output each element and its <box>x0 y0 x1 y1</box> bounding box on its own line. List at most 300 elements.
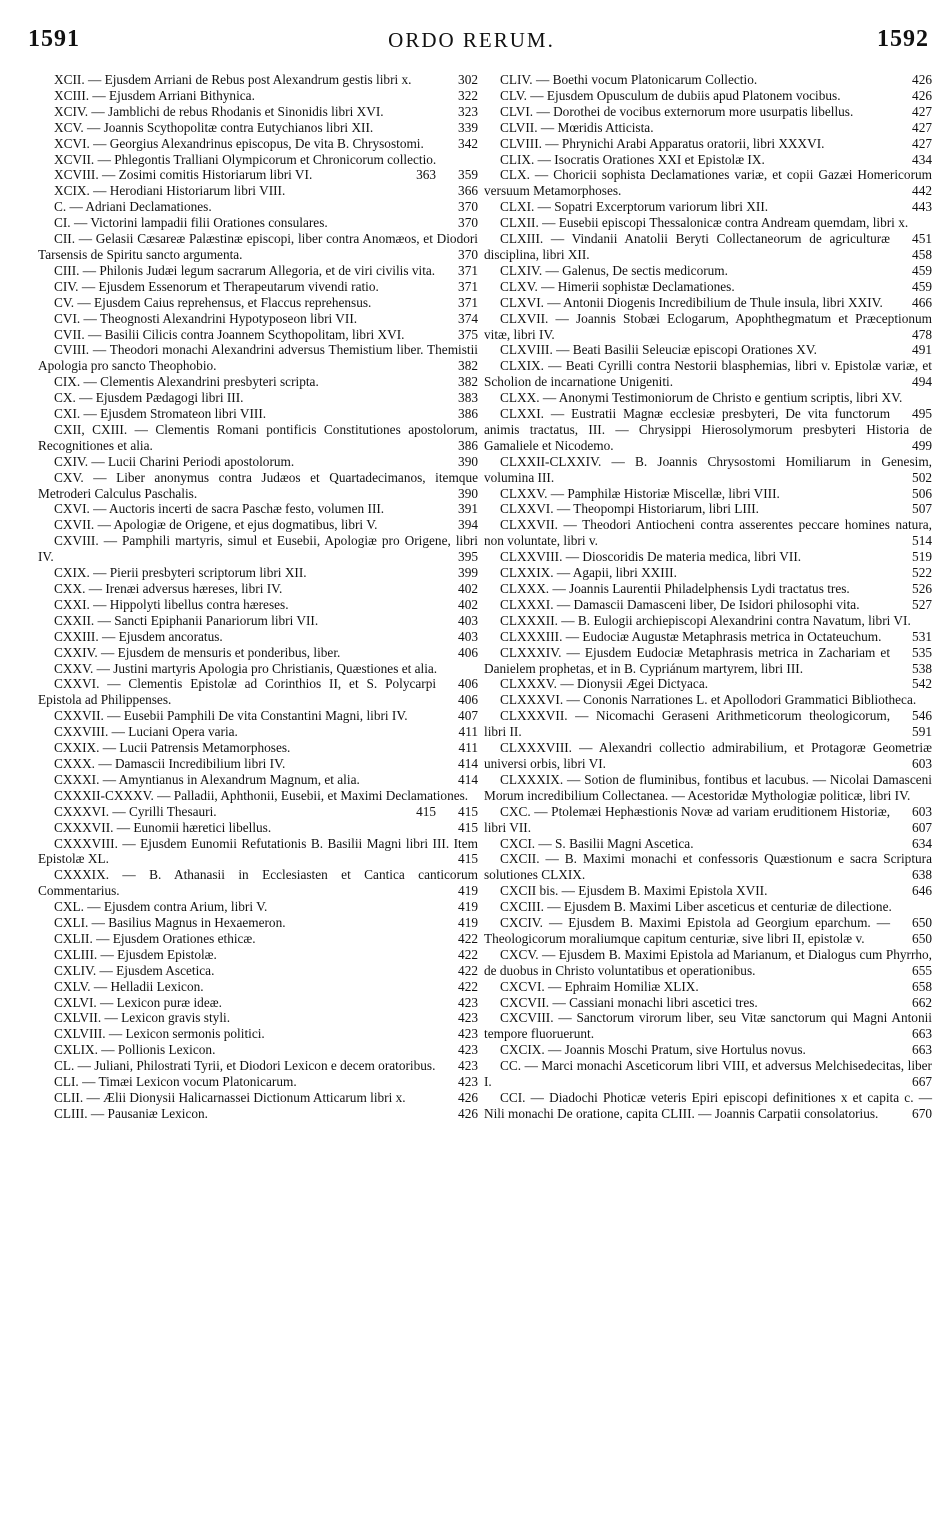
toc-entry-text: XCII. — Ejusdem Arriani de Rebus post Alexandrum gestis libri x. <box>54 72 412 87</box>
toc-entry-page: 339 <box>458 119 478 135</box>
toc-entry-page: 466 <box>912 294 932 310</box>
toc-entry-page: 650 <box>912 930 932 946</box>
toc-entry-page: 370 <box>458 246 478 262</box>
toc-entry-page: 514 <box>912 533 932 549</box>
toc-entry <box>484 199 932 215</box>
toc-entry-page: 415 <box>458 819 478 835</box>
toc-entry-page: 458 <box>912 246 932 262</box>
toc-entry-text: CLXIV. — Galenus, De sectis medicorum. <box>500 262 728 278</box>
toc-entry <box>38 104 478 120</box>
toc-entry <box>484 740 932 772</box>
toc-entry-text: CLXXVIII. — Dioscoridis De materia medica, libri VII. <box>500 549 802 565</box>
toc-entry <box>38 724 478 740</box>
toc-entry <box>484 231 932 263</box>
toc-entry <box>484 597 932 613</box>
toc-entry-page: 382 <box>458 358 478 374</box>
toc-entry <box>484 851 932 883</box>
toc-entry <box>38 915 478 931</box>
toc-entry-text: CLXIX. — Beati Cyrilli contra Nestorii blasphemias, libri v. Epistolæ variæ, et Scholion de incarnatione Unigeniti. <box>484 358 932 390</box>
toc-entry-text: XCIX. — Herodiani Historiarum libri VIII. <box>54 183 286 199</box>
toc-entry-text: CXCVI. — Ephraim Homiliæ XLIX. <box>500 978 699 994</box>
toc-entry-text: CXCIX. — Joannis Moschi Pratum, sive Hortulus novus. <box>500 1042 806 1058</box>
toc-entry-text: CLXXX. — Joannis Laurentii Philadelphensis Lydi tractatus tres. <box>500 581 850 596</box>
toc-entry <box>484 501 932 517</box>
toc-entry-page: 531 <box>912 628 932 644</box>
toc-entry-text: XCVIII. — Zosimi comitis Historiarum libri VI. <box>54 167 313 183</box>
toc-entry-text: CXLVI. — Lexicon puræ ideæ. <box>54 994 222 1010</box>
toc-entry <box>38 1058 478 1074</box>
toc-entry-page: 535 <box>912 644 932 660</box>
toc-entry-text: CLIV. — Boethi vocum Platonicarum Collectio. <box>500 72 758 87</box>
toc-entry-text: CXI. — Ejusdem Stromateon libri VIII. <box>54 406 267 422</box>
toc-entry-text: CCI. — Diadochi Photicæ veteris Epiri episcopi definitiones x et capita c. — Nili monachi De oratione, capita CLIII. — Joannis Carpatii consolatorius. <box>484 1090 932 1121</box>
toc-entry-page: 434 <box>912 151 932 167</box>
toc-entry <box>38 199 478 215</box>
toc-entry-text: CXX. — Irenæi adversus hæreses, libri IV. <box>54 581 283 596</box>
toc-entry-text: CLVI. — Dorothei de vocibus externorum more usurpatis libellus. <box>500 103 854 119</box>
toc-entry-text: CLXXI. — Eustratii Magnæ ecclesiæ presbyteri, De vita functorum animis tractatus, III. — Chrysippi Hierosolymorum presbyteri Historia de Gamaliele et Nicodemo. <box>484 406 932 453</box>
toc-entry-text: CXC. — Ptolemæi Hephæstionis Novæ ad variam eruditionem Historiæ, libri VII. <box>484 803 891 835</box>
toc-entry-page: 390 <box>458 485 478 501</box>
toc-entry-page: 422 <box>458 962 478 978</box>
toc-entry-page: 494 <box>912 374 932 390</box>
toc-entry <box>484 279 932 295</box>
toc-entry <box>38 263 478 279</box>
toc-entry <box>484 676 932 692</box>
toc-entry <box>484 915 932 947</box>
toc-entry <box>38 88 478 104</box>
toc-entry-text: CXXXVI. — Cyrilli Thesauri. <box>54 803 217 819</box>
toc-entry-text: CXXXVIII. — Ejusdem Eunomii Refutationis B. Basilii Magni libri III. Item Epistolæ XL. <box>38 835 478 867</box>
toc-entry-text: CXCVIII. — Sanctorum virorum liber, seu Vitæ sanctorum qui Magni Antonii tempore fluoruerunt. <box>484 1010 932 1042</box>
toc-entry <box>484 342 932 358</box>
toc-entry-text: CLXXXVI. — Cononis Narrationes L. et Apollodori Grammatici Bibliotheca. <box>500 692 917 708</box>
toc-entry-text: CLXXXIII. — Eudociæ Augustæ Metaphrasis metrica in Octateuchum. <box>500 628 882 644</box>
toc-entry <box>484 406 932 454</box>
toc-entry <box>38 183 478 199</box>
toc-entry-page: 403 <box>458 628 478 644</box>
toc-entry-page: 459 <box>912 262 932 278</box>
toc-entry-text: CX. — Ejusdem Pædagogi libri III. <box>54 390 244 406</box>
toc-entry <box>38 120 478 136</box>
toc-entry-text: CLV. — Ejusdem Opusculum de dubiis apud Platonem vocibus. <box>500 87 841 103</box>
toc-entry <box>484 88 932 104</box>
toc-entry-page: 386 <box>458 437 478 453</box>
toc-entry <box>38 1042 478 1058</box>
toc-entry-page: 374 <box>458 310 478 326</box>
toc-entry <box>38 947 478 963</box>
toc-entry <box>484 104 932 120</box>
toc-entry <box>484 549 932 565</box>
toc-entry-page: 499 <box>912 437 932 453</box>
toc-entry <box>484 152 932 168</box>
toc-entry-page: 667 <box>912 1074 932 1090</box>
toc-entry-page: 371 <box>458 294 478 310</box>
toc-entry-page: 663 <box>912 1042 932 1058</box>
toc-entry-page: 399 <box>458 565 478 581</box>
toc-entry-text: CLXXXI. — Damascii Damasceni liber, De Isidori philosophi vita. <box>500 596 860 612</box>
toc-entry-text: CLXXXIX. — Sotion de fluminibus, fontibus et lacubus. — Nicolai Damasceni Morum incredibilium Collectanea. — Acestoridæ Mythologiæ politicæ, libri IV. <box>484 771 932 803</box>
toc-entry-page: 542 <box>912 676 932 692</box>
toc-entry-page: 423 <box>458 994 478 1010</box>
page-header <box>0 0 943 72</box>
toc-entry <box>38 740 478 756</box>
toc-entry-text: CXLVIII. — Lexicon sermonis politici. <box>54 1026 265 1042</box>
toc-entry-page: 426 <box>912 87 932 103</box>
toc-entry <box>484 454 932 486</box>
toc-entry <box>38 867 478 899</box>
toc-entry-text: CXXII. — Sancti Epiphanii Panariorum libri VII. <box>54 612 319 628</box>
toc-entry-page: 478 <box>912 326 932 342</box>
toc-entry-text: XCIV. — Jamblichi de rebus Rhodanis et Sinonidis libri XVI. <box>54 103 384 119</box>
toc-entry-text: CXXVIII. — Luciani Opera varia. <box>54 724 238 740</box>
toc-entry-text: CIX. — Clementis Alexandrini presbyteri scripta. <box>54 374 319 390</box>
right-column <box>484 72 932 1122</box>
toc-entry-page: 663 <box>912 1026 932 1042</box>
toc-entry-text: CLXXXVII. — Nicomachi Geraseni Arithmeticorum theologicorum, libri II. <box>484 708 891 740</box>
toc-entry-page: 426 <box>912 72 932 87</box>
toc-entry-page: 423 <box>458 1010 478 1026</box>
toc-entry-page: 406 <box>458 676 478 692</box>
toc-entry <box>38 327 478 343</box>
toc-entry-page: 591 <box>912 724 932 740</box>
toc-entry-page: 670 <box>912 1105 932 1121</box>
toc-entry-page: 422 <box>458 946 478 962</box>
toc-entry <box>484 995 932 1011</box>
toc-entry <box>484 120 932 136</box>
toc-entry-text: CXLII. — Ejusdem Orationes ethicæ. <box>54 930 256 946</box>
toc-entry-page: 363 <box>416 167 437 183</box>
toc-entry-page: 302 <box>458 72 478 87</box>
toc-entry-text: CLXXII-CLXXIV. — B. Joannis Chrysostomi Homiliarum in Genesim, volumina III. <box>484 453 932 485</box>
toc-entry <box>38 517 478 533</box>
toc-entry-text: CXXIX. — Lucii Patrensis Metamorphoses. <box>54 740 291 756</box>
toc-entry-page: 383 <box>458 390 478 406</box>
toc-entry-page: 422 <box>458 978 478 994</box>
toc-entry <box>38 676 478 708</box>
right-page-number: 1592 <box>877 26 929 52</box>
toc-entry <box>38 629 478 645</box>
toc-entry <box>484 486 932 502</box>
toc-entry-text: CVIII. — Theodori monachi Alexandrini adversus Themistium liber. Themistii Apologia pro sancto Theophobio. <box>38 342 478 374</box>
toc-entry-text: CVII. — Basilii Cilicis contra Joannem Scythopolitam, libri XVI. <box>54 326 405 342</box>
toc-entry <box>38 613 478 629</box>
toc-entry-page: 394 <box>458 517 478 533</box>
toc-entry-page: 634 <box>912 835 932 851</box>
toc-entry-page: 426 <box>458 1090 478 1105</box>
toc-entry <box>484 136 932 152</box>
toc-entry <box>38 533 478 565</box>
toc-entry-text: CXCII bis. — Ejusdem B. Maximi Epistola XVII. <box>500 883 768 899</box>
toc-entry-text: CLXXVII. — Theodori Antiocheni contra asserentes peccare homines natura, non voluntate, libri v. <box>484 517 932 549</box>
toc-entry <box>38 72 478 88</box>
toc-entry <box>38 597 478 613</box>
toc-entry-text: CLXX. — Anonymi Testimoniorum de Christo e gentium scriptis, libri XV. <box>500 390 903 406</box>
toc-entry-text: CVI. — Theognosti Alexandrini Hypotyposeon libri VII. <box>54 310 358 326</box>
toc-entry-page: 442 <box>912 183 932 199</box>
toc-entry-text: CLXXIX. — Agapii, libri XXIII. <box>500 565 677 581</box>
toc-entry <box>484 311 932 343</box>
toc-entry-text: CV. — Ejusdem Caius reprehensus, et Flaccus reprehensus. <box>54 294 372 310</box>
toc-entry <box>38 215 478 231</box>
toc-entry-page: 443 <box>912 199 932 215</box>
toc-entry-page: 662 <box>912 994 932 1010</box>
toc-entry <box>38 1026 478 1042</box>
toc-entry-text: C. — Adriani Declamationes. <box>54 199 212 215</box>
toc-entry-text: CLXV. — Himerii sophistæ Declamationes. <box>500 278 735 294</box>
toc-entry <box>484 1058 932 1090</box>
toc-entry <box>484 390 932 422</box>
running-title: ORDO RERUM. <box>388 28 555 52</box>
toc-entry-page: 411 <box>458 740 478 756</box>
toc-entry-text: CXIX. — Pierii presbyteri scriptorum libri XII. <box>54 565 307 581</box>
toc-entry <box>484 645 932 677</box>
toc-entry-page: 646 <box>912 883 932 899</box>
toc-entry <box>38 772 478 788</box>
toc-entry-page: 426 <box>458 1105 478 1121</box>
toc-entry-page: 491 <box>912 342 932 358</box>
toc-entry-text: CXVI. — Auctoris incerti de sacra Paschæ festo, volumen III. <box>54 501 385 517</box>
toc-entry-page: 371 <box>458 262 478 278</box>
toc-entry-page: 507 <box>912 501 932 517</box>
toc-entry-text: CLIX. — Isocratis Orationes XXI et Epistolæ IX. <box>500 151 765 167</box>
toc-entry-page: 422 <box>458 930 478 946</box>
toc-entry <box>38 295 478 311</box>
toc-entry-text: CXLIX. — Pollionis Lexicon. <box>54 1042 216 1058</box>
toc-entry-text: CXII, CXIII. — Clementis Romani pontificis Constitutiones apostolorum, Recognitiones et alia. <box>38 421 478 453</box>
toc-entry-page: 427 <box>912 135 932 151</box>
toc-entry <box>484 804 932 836</box>
toc-entry <box>38 820 478 836</box>
toc-entry-text: CXCV. — Ejusdem B. Maximi Epistola ad Marianum, et Dialogus cum Phyrrho, de duobus in Christo voluntatibus et operationibus. <box>484 946 932 978</box>
toc-entry-page: 411 <box>458 724 478 740</box>
toc-entry <box>38 1106 478 1122</box>
toc-entry-text: XCIII. — Ejusdem Arriani Bithynica. <box>54 87 255 103</box>
toc-entry-text: CIV. — Ejusdem Essenorum et Therapeutarum vivendi ratio. <box>54 278 379 294</box>
toc-entry-page: 423 <box>458 1074 478 1090</box>
toc-entry-text: CLXVIII. — Beati Basilii Seleuciæ episcopi Orationes XV. <box>500 342 817 358</box>
toc-entry <box>484 883 932 899</box>
toc-entry-page: 658 <box>912 978 932 994</box>
toc-entry <box>38 279 478 295</box>
toc-entry-page: 522 <box>912 565 932 581</box>
toc-entry-text: CLXXXVIII. — Alexandri collectio admirabilium, et Protagoræ Geometriæ universi orbis, libri VI. <box>484 740 932 771</box>
toc-entry-text: CXLV. — Helladii Lexicon. <box>54 978 204 994</box>
toc-entry-page: 371 <box>458 278 478 294</box>
toc-entry-page: 391 <box>458 501 478 517</box>
toc-entry-page: 519 <box>912 549 932 565</box>
toc-entry-text: CI. — Victorini lampadii filii Orationes consulares. <box>54 215 328 231</box>
toc-entry-text: CLXXXV. — Dionysii Ægei Dictyaca. <box>500 676 709 692</box>
toc-entry-text: CLXI. — Sopatri Excerptorum variorum libri XII. <box>500 199 769 215</box>
toc-entry <box>38 390 478 406</box>
toc-entry-page: 638 <box>912 867 932 883</box>
toc-entry-text: CLVIII. — Phrynichi Arabi Apparatus oratorii, libri XXXVI. <box>500 135 825 151</box>
toc-entry-text: CLVII. — Mœridis Atticista. <box>500 119 654 135</box>
toc-entry <box>484 263 932 279</box>
toc-entry-page: 419 <box>458 915 478 931</box>
toc-entry-text: CXXVI. — Clementis Epistolæ ad Corinthios II, et S. Polycarpi Epistola ad Philippenses. <box>38 676 437 708</box>
toc-entry-text: CXCII. — B. Maximi monachi et confessoris Quæstionum e sacra Scriptura solutiones CLXIX. <box>484 851 932 883</box>
toc-entry-page: 386 <box>458 406 478 422</box>
toc-entry-page: 366 <box>458 183 478 199</box>
toc-entry-text: CXLI. — Basilius Magnus in Hexaemeron. <box>54 915 286 931</box>
toc-entry <box>38 231 478 263</box>
toc-entry <box>38 565 478 581</box>
toc-entry <box>484 565 932 581</box>
toc-entry <box>484 1042 932 1058</box>
toc-entry-page: 451 <box>912 231 932 247</box>
toc-entry-text: CC. — Marci monachi Asceticorum libri VIII, et adversus Melchisedecitas, liber I. <box>484 1058 932 1090</box>
toc-entry-page: 526 <box>912 581 932 596</box>
toc-entry-page: 370 <box>458 215 478 231</box>
toc-entry-page: 342 <box>458 135 478 151</box>
toc-entry-text: CLII. — Ælii Dionysii Halicarnassei Dictionum Atticarum libri x. <box>54 1090 406 1105</box>
toc-entry-text: CXLIV. — Ejusdem Ascetica. <box>54 962 215 978</box>
toc-entry-text: CXXVII. — Eusebii Pamphili De vita Constantini Magni, libri IV. <box>54 708 408 724</box>
toc-entry-text: CXXIV. — Ejusdem de mensuris et ponderibus, liber. <box>54 644 341 660</box>
toc-entry-text: CL. — Juliani, Philostrati Tyrii, et Diodori Lexicon e decem oratoribus. <box>54 1058 436 1074</box>
toc-entry-text: CXCI. — S. Basilii Magni Ascetica. <box>500 835 694 851</box>
toc-entry-page: 382 <box>458 374 478 390</box>
toc-entry <box>38 454 478 470</box>
toc-entry-page: 322 <box>458 87 478 103</box>
toc-entry-page: 495 <box>912 406 932 422</box>
toc-entry-text: CLXXVI. — Theopompi Historiarum, libri LIII. <box>500 501 760 517</box>
toc-entry-text: CXLIII. — Ejusdem Epistolæ. <box>54 946 217 962</box>
toc-entry-text: CXXXII-CXXXV. — Palladii, Aphthonii, Eusebii, et Maximi Declamationes. <box>54 787 469 803</box>
toc-entry-text: CXIV. — Lucii Charini Periodi apostolorum. <box>54 453 295 469</box>
toc-entry-text: CLXVII. — Joannis Stobæi Eclogarum, Apophthegmatum et Præceptionum vitæ, libri IV. <box>484 310 932 342</box>
toc-entry-page: 390 <box>458 453 478 469</box>
toc-entry-page: 402 <box>458 596 478 612</box>
toc-entry-text: CLI. — Timæi Lexicon vocum Platonicarum. <box>54 1074 297 1090</box>
toc-entry-page: 419 <box>458 883 478 899</box>
toc-entry <box>38 931 478 947</box>
toc-entry-page: 538 <box>912 660 932 676</box>
toc-entry-page: 414 <box>458 771 478 787</box>
toc-entry <box>484 947 932 979</box>
toc-entry-text: CXVIII. — Pamphili martyris, simul et Eusebii, Apologiæ pro Origene, libri IV. <box>38 533 478 565</box>
toc-entry-page: 546 <box>912 708 932 724</box>
toc-entry <box>38 899 478 915</box>
toc-entry <box>38 422 478 454</box>
toc-entry <box>38 979 478 995</box>
toc-entry-text: XCV. — Joannis Scythopolitæ contra Eutychianos libri XII. <box>54 119 374 135</box>
toc-entry-page: 414 <box>458 755 478 771</box>
toc-entry <box>484 517 932 549</box>
toc-entry-page: 427 <box>912 103 932 119</box>
toc-entry-text: CXVII. — Apologiæ de Origene, et ejus dogmatibus, libri V. <box>54 517 378 533</box>
left-column <box>38 72 478 1122</box>
toc-entry-text: CXXXIX. — B. Athanasii in Ecclesiasten et Cantica canticorum Commentarius. <box>38 867 478 899</box>
toc-entry-page: 427 <box>912 119 932 135</box>
toc-entry <box>38 645 478 661</box>
left-page-number: 1591 <box>28 26 80 52</box>
toc-entry-text: CII. — Gelasii Cæsareæ Palæstinæ episcopi, liber contra Anomæos, et Diodori Tarsensis de Spiritu sancto argumenta. <box>38 231 478 262</box>
toc-entry-text: CLX. — Choricii sophista Declamationes variæ, et copii Gazæi Homericorum versuum Metamorphoses. <box>484 167 932 199</box>
toc-entry-page: 459 <box>912 278 932 294</box>
toc-entry-page: 406 <box>458 644 478 660</box>
toc-entry-text: CXL. — Ejusdem contra Arium, libri V. <box>54 899 268 915</box>
toc-entry <box>38 963 478 979</box>
toc-entry-page: 419 <box>458 899 478 915</box>
toc-entry-page: 407 <box>458 708 478 724</box>
toc-entry-text: CLIII. — Pausaniæ Lexicon. <box>54 1105 208 1121</box>
toc-entry <box>484 72 932 88</box>
toc-entry-text: XCVII. — Phlegontis Tralliani Olympicorum et Chronicorum collectio. <box>54 151 437 167</box>
toc-entry-text: CLXII. — Eusebii episcopi Thessalonicæ contra Andream quemdam, libri x. <box>500 215 909 231</box>
toc-entry <box>38 470 478 502</box>
toc-entry-text: CIII. — Philonis Judæi legum sacrarum Allegoria, et de viri civilis vita. <box>54 262 436 278</box>
toc-entry <box>38 311 478 327</box>
toc-entry <box>484 1010 932 1042</box>
toc-entry <box>484 581 932 597</box>
toc-entry-text: CXCIV. — Ejusdem B. Maximi Epistola ad Georgium eparchum. — Theologicorum moraliumque capitum centuriæ, sive libri II, epistolæ v. <box>484 915 891 946</box>
toc-entry <box>484 1090 932 1122</box>
toc-entry-text: CLXXV. — Pamphilæ Historiæ Miscellæ, libri VIII. <box>500 485 780 501</box>
toc-entry-page: 650 <box>912 915 932 931</box>
toc-entry <box>38 167 478 183</box>
toc-entry-page: 403 <box>458 612 478 628</box>
toc-entry <box>38 406 478 422</box>
toc-entry-page: 607 <box>912 819 932 835</box>
toc-entry-page: 323 <box>458 103 478 119</box>
toc-entry-page: 423 <box>458 1042 478 1058</box>
toc-entry <box>38 501 478 517</box>
toc-entry-page: 415 <box>458 803 478 819</box>
toc-entry-page: 655 <box>912 962 932 978</box>
toc-entry <box>38 708 478 724</box>
toc-entry-text: CXCVII. — Cassiani monachi libri ascetici tres. <box>500 994 758 1010</box>
toc-entry-text: CLXIII. — Vindanii Anatolii Beryti Collectaneorum de agriculturæ disciplina, libri XII. <box>484 231 891 262</box>
toc-entry-text: CXXX. — Damascii Incredibilium libri IV. <box>54 755 286 771</box>
toc-entry <box>38 136 478 152</box>
toc-entry-page: 402 <box>458 581 478 596</box>
toc-entry-text: CXXXI. — Amyntianus in Alexandrum Magnum, et alia. <box>54 771 360 787</box>
toc-entry-page: 370 <box>458 199 478 215</box>
toc-entry <box>38 756 478 772</box>
toc-entry <box>38 1090 478 1106</box>
toc-entry-page: 406 <box>458 692 478 708</box>
toc-entry-page: 506 <box>912 485 932 501</box>
toc-entry-page: 423 <box>458 1026 478 1042</box>
toc-entry-text: CXCIII. — Ejusdem B. Maximi Liber asceticus et centuriæ de dilectione. <box>500 899 892 915</box>
toc-entry-page: 395 <box>458 549 478 565</box>
toc-entry <box>38 836 478 868</box>
toc-entry-page: 423 <box>458 1058 478 1074</box>
toc-entry <box>484 295 932 311</box>
toc-entry-text: CXXI. — Hippolyti libellus contra hæreses. <box>54 596 289 612</box>
toc-entry <box>38 374 478 390</box>
toc-entry-page: 375 <box>458 326 478 342</box>
toc-entry-text: CXV. — Liber anonymus contra Judæos et Quartadecimanos, itemque Metroderi Calculus Paschalis. <box>38 469 478 501</box>
toc-entry-text: CXLVII. — Lexicon gravis styli. <box>54 1010 231 1026</box>
toc-entry-text: CLXVI. — Antonii Diogenis Incredibilium de Thule insula, libri XXIV. <box>500 294 883 310</box>
toc-entry-text: CLXXXII. — B. Eulogii archiepiscopi Alexandrini contra Navatum, libri VI. <box>500 612 911 628</box>
toc-entry-text: CLXXXIV. — Ejusdem Eudociæ Metaphrasis metrica in Zachariam et Danielem prophetas, et in B. Cypriánum martyrem, libri III. <box>484 644 891 676</box>
toc-entry-text: CXXV. — Justini martyris Apologia pro Christianis, Quæstiones et alia. <box>54 660 438 676</box>
toc-entry <box>484 708 932 740</box>
toc-entry-page: 415 <box>458 851 478 867</box>
toc-entry <box>38 995 478 1011</box>
toc-entry-page: 527 <box>912 596 932 612</box>
toc-entry-page: 415 <box>416 803 437 819</box>
toc-entry <box>38 342 478 374</box>
toc-entry <box>484 979 932 995</box>
toc-entry <box>38 581 478 597</box>
toc-entry-page: 502 <box>912 469 932 485</box>
